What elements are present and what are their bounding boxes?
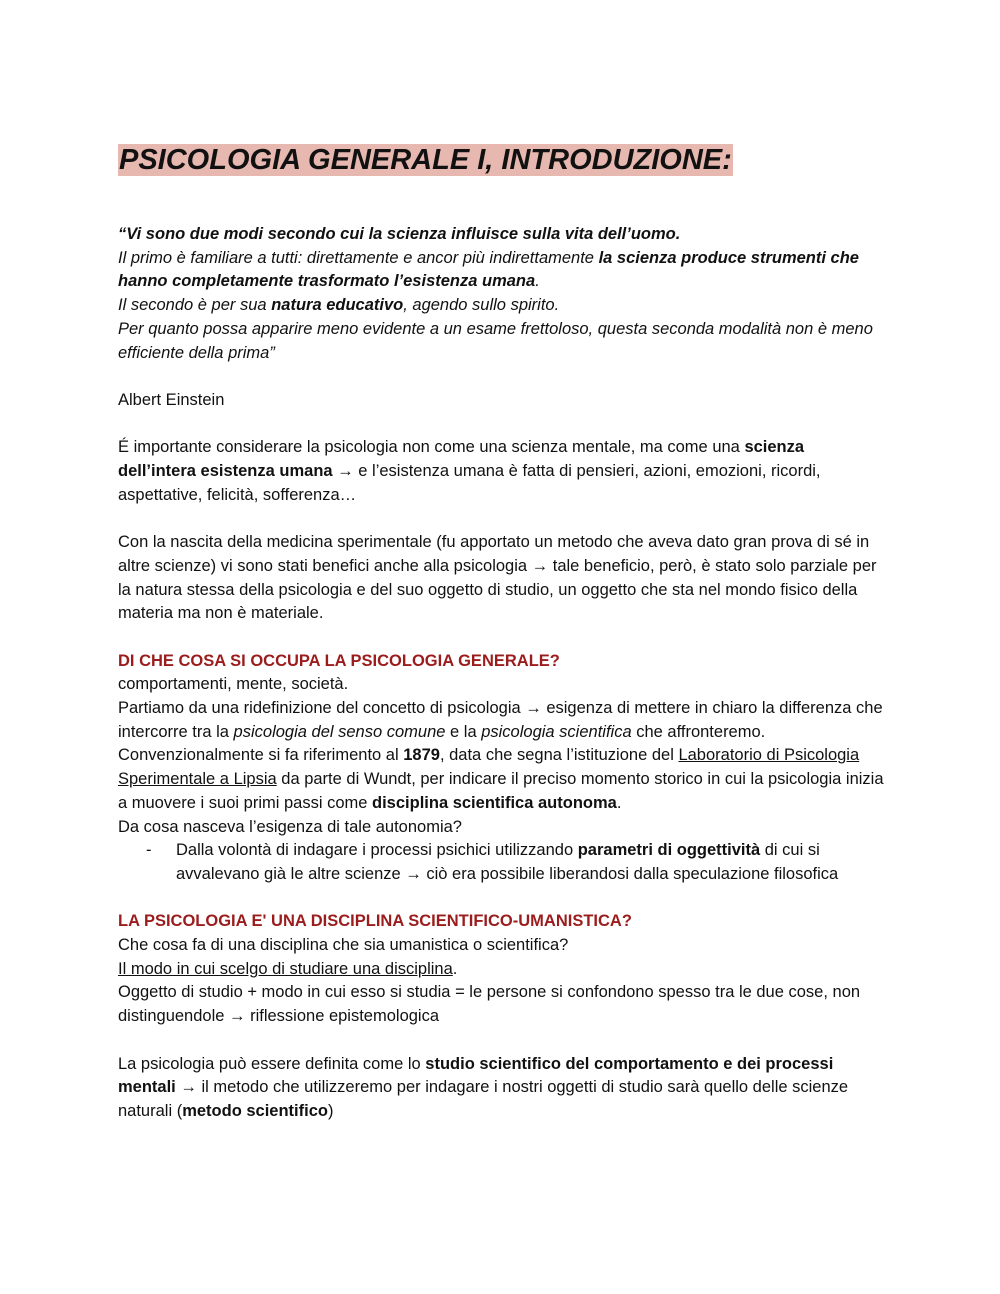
- quote-line-2-end: .: [535, 272, 540, 291]
- paragraph-medicine: Con la nascita della medicina sperimentale (fu apportato un metodo che aveva dato gran prova di sé in altre scienze) vi sono stati benefici anche alla psicologia → tale beneficio, però, è stato solo parziale per la natura stessa della psicologia e del suo oggetto di studio, un oggetto che sta nel mondo fisico della materia ma non è materiale.: [118, 533, 877, 623]
- study-method-line: [118, 958, 886, 982]
- common-sense-psychology: psicologia del senso comune: [233, 722, 446, 741]
- scientific-method: metodo scientifico: [182, 1101, 328, 1120]
- epistemology-line: Oggetto di studio + modo in cui esso si studia = le persone si confondono spesso tra le due cose, non distinguendole → riflessione epistemologica: [118, 983, 861, 1026]
- quote-line-3: Il secondo è per sua: [118, 296, 272, 315]
- text-1879-mid: , data che segna l’istituzione del: [439, 746, 679, 765]
- paragraph-existence-end: → e l’esistenza umana è fatta di pensieri, azioni, emozioni, ricordi, aspettative, felicità, sofferenza…: [118, 462, 821, 504]
- study-method-end: .: [452, 959, 458, 978]
- redefinition-text: Partiamo da una ridefinizione del concetto di psicologia → esigenza di mettere in chiaro la differenza che intercorre tra la: [118, 699, 883, 741]
- definition-text: La psicologia può essere definita come lo: [118, 1054, 426, 1073]
- leipzig-lab-link[interactable]: Laboratorio di Psicologia Sperimentale a Lipsia: [118, 746, 860, 789]
- scientific-psychology: psicologia scientifica: [481, 722, 632, 741]
- quote-line-2: Il primo è familiare a tutti: direttamente e ancor più indirettamente: [118, 248, 599, 267]
- year-1879: 1879: [403, 746, 440, 765]
- quote-line-3-bold: natura educativo: [271, 296, 404, 315]
- paragraph-existence: [118, 436, 886, 507]
- quote-line-1: “Vi sono due modi secondo cui la scienza influisce sulla vita dell’uomo.: [118, 225, 681, 243]
- document-title: PSICOLOGIA GENERALE I, INTRODUZIONE:: [119, 144, 732, 176]
- quote-line-2-bold: la scienza produce strumenti che hanno completamente trasformato l’esistenza umana: [118, 248, 859, 291]
- definition-bold: studio scientifico del comportamento e dei processi mentali: [118, 1054, 834, 1097]
- text-1879-end: .: [616, 793, 622, 812]
- quote-line-4: Per quanto possa apparire meno evidente a un esame frettoloso, questa seconda modalità non è meno efficiente della prima”: [118, 319, 873, 362]
- quote-author: Albert Einstein: [118, 390, 225, 409]
- quote-line-3-end: , agendo sullo spirito.: [403, 296, 560, 315]
- definition-end: ): [327, 1101, 334, 1120]
- study-method-underlined: Il modo in cui scelgo di studiare una disciplina: [118, 959, 453, 978]
- text-1879-wundt: da parte di Wundt, per indicare il preciso momento storico in cui la psicologia inizia a muovere i suoi primi passi come: [118, 770, 884, 812]
- paragraph-1879: [118, 744, 886, 815]
- document-title-block: [118, 139, 886, 179]
- bullet-end: di cui si avvalevano già le altre scienze → ciò era possibile liberandosi dalla speculazione filosofica: [176, 841, 839, 883]
- redefinition-end: che affronteremo.: [631, 722, 766, 741]
- section-heading-scientific-humanistic: LA PSICOLOGIA E' UNA DISCIPLINA SCIENTIFICO-UMANISTICA?: [118, 912, 632, 931]
- bullet-dash: -: [146, 841, 152, 860]
- section-general-psychology: [118, 650, 886, 887]
- text-1879-intro: Convenzionalmente si fa riferimento al: [118, 746, 404, 765]
- list-item: [118, 839, 886, 886]
- discipline-question: Che cosa fa di una disciplina che sia umanistica o scientifica?: [118, 936, 569, 955]
- definition-mid: → il metodo che utilizzeremo per indagare i nostri oggetti di studio sarà quello delle scienze naturali (: [118, 1078, 849, 1120]
- autonomy-question: Da cosa nasceva l’esigenza di tale autonomia?: [118, 817, 462, 836]
- autonomous-discipline: disciplina scientifica autonoma: [372, 793, 617, 812]
- bullet-text: Dalla volontà di indagare i processi psichici utilizzando: [176, 841, 578, 860]
- paragraph-redefinition: [118, 697, 886, 744]
- paragraph-existence-bold: scienza dell’intera esistenza umana: [118, 438, 805, 480]
- paragraph-definition: [118, 1053, 886, 1124]
- document-content: [118, 139, 886, 1124]
- section-scientific-humanistic: [118, 910, 886, 1123]
- einstein-quote: [118, 223, 886, 365]
- section-heading-general-psychology: DI CHE COSA SI OCCUPA LA PSICOLOGIA GENERALE?: [118, 651, 560, 670]
- redefinition-and: e la: [445, 722, 482, 741]
- section-subtitle: comportamenti, mente, società.: [118, 675, 349, 694]
- paragraph-existence-text: É importante considerare la psicologia non come una scienza mentale, ma come una: [118, 438, 745, 457]
- bullet-bold: parametri di oggettività: [577, 841, 761, 860]
